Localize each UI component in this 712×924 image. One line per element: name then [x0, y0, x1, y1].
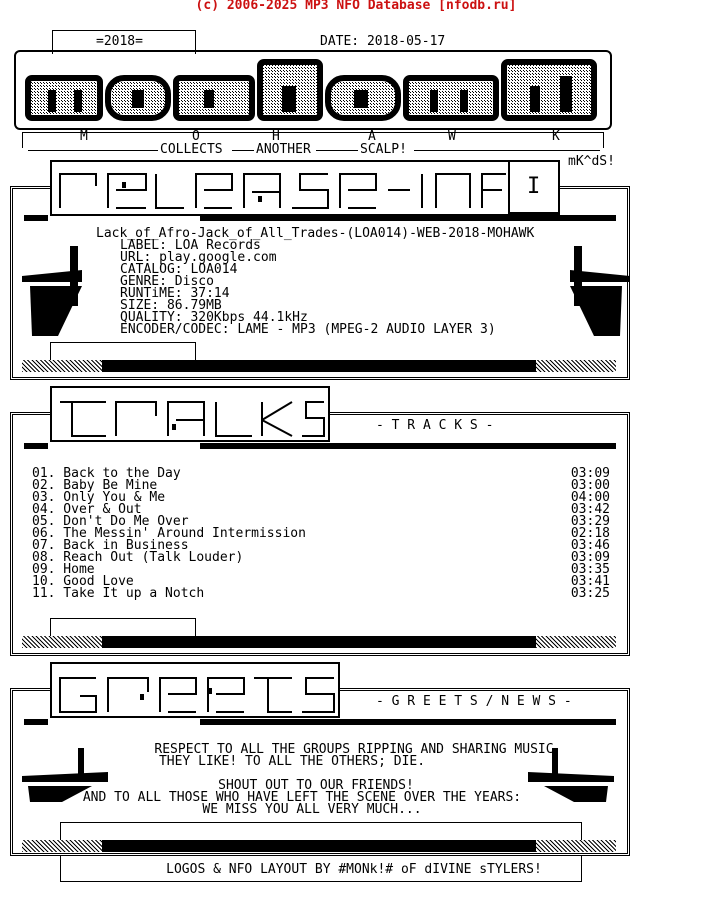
tracks-rule-right	[200, 443, 616, 449]
release-field-url: URL: play.google.com	[120, 250, 277, 265]
release-field-encoder: ENCODER/CODEC: LAME - MP3 (MPEG-2 AUDIO LAYER 3)	[120, 322, 496, 337]
track-title: 10. Good Love	[32, 574, 134, 589]
mohawk-letter-k: K	[552, 129, 560, 144]
greets-section-label: - G R E E T S / N E W S -	[376, 694, 572, 709]
track-title: 07. Back in Business	[32, 538, 189, 553]
greets-line: RESPECT TO ALL THE GROUPS RIPPING AND SHARING MUSIC	[154, 742, 554, 757]
tracks-footer-tab	[50, 618, 196, 636]
greets-line: AND TO ALL THOSE WHO HAVE LEFT THE SCENE OVER THE YEARS:	[82, 790, 522, 805]
slogan-rule	[28, 150, 158, 151]
greets-logo-art	[56, 672, 336, 716]
layout-credit: LOGOS & NFO LAYOUT BY #MONk!# oF dIVINE sTYLERS!	[166, 862, 542, 877]
track-title: 03. Only You & Me	[32, 490, 166, 505]
greets-footer-dither	[536, 840, 616, 852]
tracks-section-label: - T R A C K S -	[376, 418, 494, 433]
slogan-word-1: COLLECTS	[160, 142, 223, 157]
release-field-genre: GENRE: Disco	[120, 274, 214, 289]
tracks-footer-dither	[536, 636, 616, 648]
slogan-word-3: SCALP!	[360, 142, 407, 157]
mohawk-letter-w: W	[448, 129, 456, 144]
track-title: 05. Don't Do Me Over	[32, 514, 189, 529]
track-title: 02. Baby Be Mine	[32, 478, 158, 493]
greets-footer-bar	[102, 840, 536, 852]
track-row	[32, 588, 610, 600]
release-field-catalog: CATALOG: LOA014	[120, 262, 238, 277]
tracks-logo-art	[56, 396, 326, 440]
track-duration: 03:42	[570, 502, 610, 517]
track-duration: 03:35	[570, 562, 610, 577]
release-name: Lack_of_Afro-Jack_of_All_Trades-(LOA014)-WEB-2018-MOHAWK	[96, 226, 535, 241]
track-title: 09. Home	[32, 562, 95, 577]
track-duration: 03:25	[570, 586, 610, 601]
track-title: 06. The Messin' Around Intermission	[32, 526, 306, 541]
mohawk-letter-a: A	[368, 129, 376, 144]
year-tag: =2018=	[96, 34, 143, 49]
release-rule-right	[200, 215, 616, 221]
greets-footer-dither	[22, 840, 102, 852]
tracks-rule-left	[24, 443, 48, 449]
track-duration: 04:00	[570, 490, 610, 505]
track-title: 01. Back to the Day	[32, 466, 181, 481]
release-footer-dither	[22, 360, 102, 372]
release-info-cursor: I	[527, 174, 541, 199]
track-row	[32, 552, 610, 564]
track-duration: 03:09	[570, 466, 610, 481]
track-duration: 03:29	[570, 514, 610, 529]
release-left-ornament	[22, 246, 112, 342]
greets-rule-left	[24, 719, 48, 725]
mohawk-letter-h: H	[272, 129, 280, 144]
release-footer-tab	[50, 342, 196, 360]
slogan-rule	[316, 150, 358, 151]
track-title: 04. Over & Out	[32, 502, 142, 517]
artist-tag: mK^dS!	[568, 154, 615, 169]
greets-line: SHOUT OUT TO OUR FRIENDS!	[218, 778, 414, 793]
release-right-ornament	[540, 246, 630, 342]
mohawk-letter-line	[22, 129, 604, 148]
slogan-word-2: ANOTHER	[256, 142, 311, 157]
release-field-size: SIZE: 86.79MB	[120, 298, 222, 313]
track-duration: 02:18	[570, 526, 610, 541]
release-footer-bar	[102, 360, 536, 372]
track-title: 11. Take It up a Notch	[32, 586, 205, 601]
greets-rule-right	[200, 719, 616, 725]
release-field-quality: QUALITY: 320Kbps 44.1kHz	[120, 310, 308, 325]
release-footer-dither	[536, 360, 616, 372]
release-field-runtime: RUNTiME: 37:14	[120, 286, 230, 301]
release-rule-left	[24, 215, 48, 221]
mohawk-letter-o: O	[192, 129, 200, 144]
greets-footer-tab	[60, 822, 582, 840]
slogan-rule	[232, 150, 254, 151]
greets-line: WE MISS YOU ALL VERY MUCH...	[202, 802, 422, 817]
mohawk-logo-art	[20, 56, 606, 126]
mohawk-letter-m: M	[80, 129, 88, 144]
track-duration: 03:41	[570, 574, 610, 589]
track-title: 08. Reach Out (Talk Louder)	[32, 550, 244, 565]
date-line: DATE: 2018-05-17	[320, 34, 446, 49]
greets-line: THEY LIKE! TO ALL THE OTHERS; DIE.	[158, 754, 426, 769]
slogan-rule	[414, 150, 600, 151]
track-duration: 03:00	[570, 478, 610, 493]
track-duration: 03:46	[570, 538, 610, 553]
track-duration: 03:09	[570, 550, 610, 565]
site-header: (c) 2006-2025 MP3 NFO Database [nfodb.ru]	[195, 0, 517, 13]
tracks-footer-bar	[102, 636, 536, 648]
release-field-label: LABEL: LOA Records	[120, 238, 261, 253]
release-info-logo-art	[56, 168, 556, 212]
tracks-footer-dither	[22, 636, 102, 648]
